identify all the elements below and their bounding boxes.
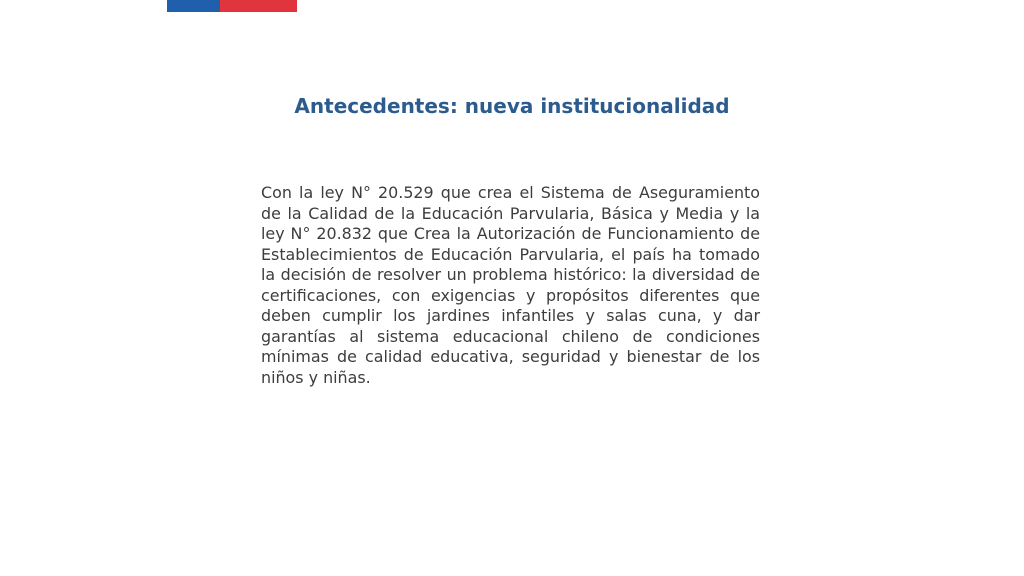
flag-blue-stripe <box>167 0 220 12</box>
government-flag-bar <box>167 0 297 12</box>
flag-red-stripe <box>220 0 297 12</box>
slide-title: Antecedentes: nueva institucionalidad <box>294 94 730 118</box>
slide-paragraph: Con la ley N° 20.529 que crea el Sistema de Aseguramiento de la Calidad de la Educación Parvularia, Básica y Media y la ley N° 20.832 que Crea la Autorización de Funcionamiento de Establecimientos de Educación Parvularia, el país ha tomado la decisión de resolver un problema histórico: la diversidad de certificaciones, con exigencias y propósitos diferentes que deben cumplir los jardines infantiles y salas cuna, y dar garantías al sistema educacional chileno de condiciones mínimas de calidad educativa, seguridad y bienestar de los niños y niñas. <box>261 183 760 387</box>
